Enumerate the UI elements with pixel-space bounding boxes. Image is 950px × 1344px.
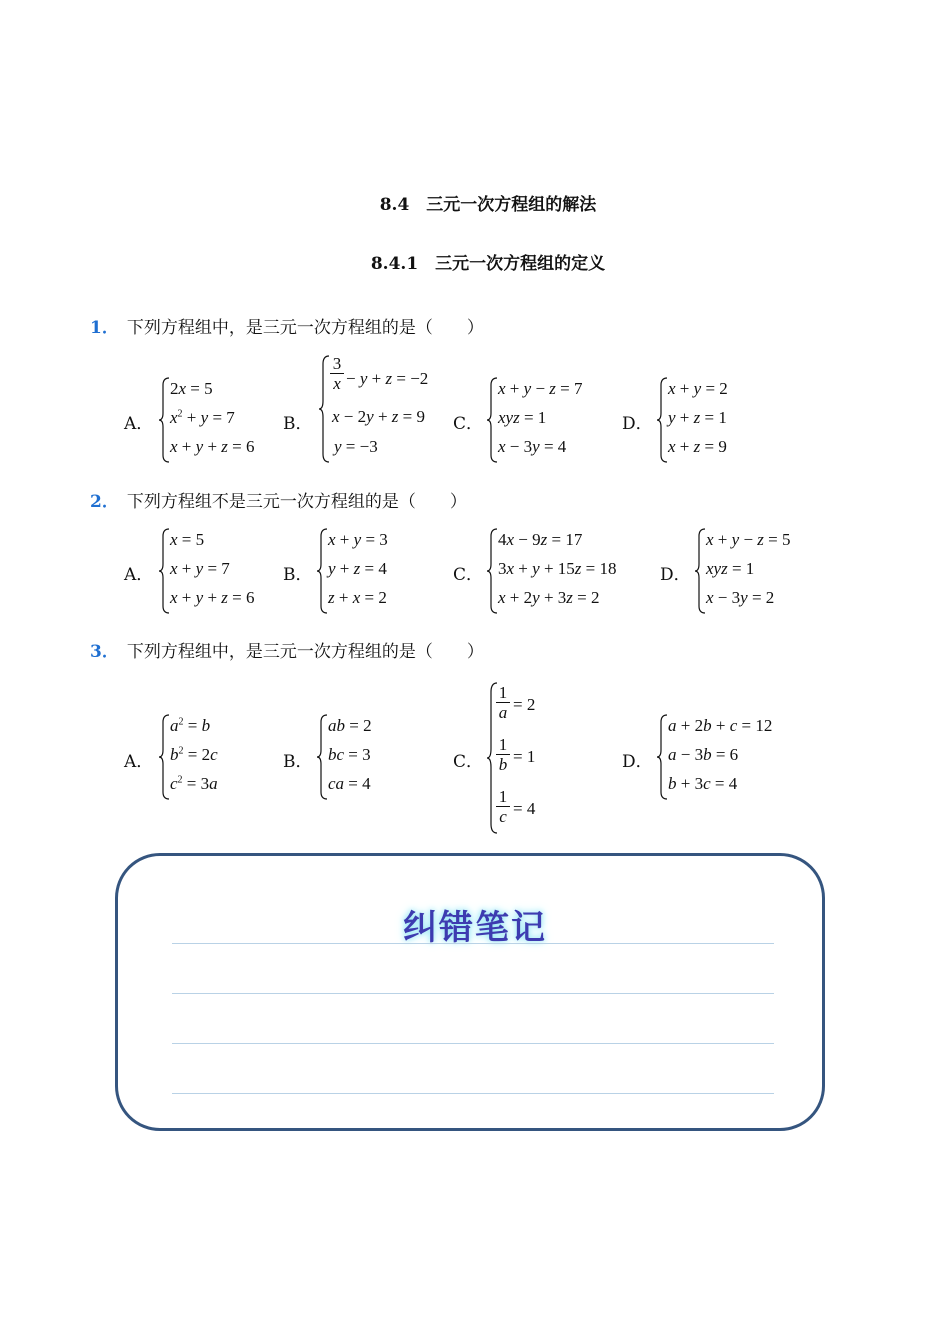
option-a-label: A． [124,414,154,434]
subsection-title: 8.4.1 三元一次方程组的定义 [370,254,606,274]
question-2 [90,487,467,512]
option-c-label: C． [453,414,484,434]
note-line [172,993,774,994]
left-brace-icon [158,714,170,800]
question-number: 2． [90,492,119,512]
option-c-label: C． [453,752,484,772]
equation-system-1d: x + y = 2 y + z = 1 x + z = 9 [656,377,756,463]
error-notes-box [115,853,825,1131]
equation-system-1b: 3 x − y + z = −2 x − 2y + z = 9 y = −3 [318,355,448,463]
option-c-label: C． [453,565,484,585]
equation-system-2b: x + y = 3 y + z = 4 z + x = 2 [316,528,416,614]
question-text: 下列方程组中，是三元一次方程组的是（ ） [126,642,484,662]
left-brace-icon [316,714,328,800]
equation-system-2c: 4x − 9z = 17 3x + y + 15z = 18 x + 2y + 3z = 2 [486,528,636,614]
left-brace-icon [656,714,668,800]
left-brace-icon [656,377,668,463]
note-line [172,1043,774,1044]
option-b-label: B． [283,752,313,772]
section-title: 8.4 三元一次方程组的解法 [379,195,597,215]
question-text: 下列方程组不是三元一次方程组的是（ ） [126,492,467,512]
question-1 [90,313,484,338]
equation-system-3c: 1 a = 2 1 b = 1 1 c = 4 [486,682,566,834]
left-brace-icon [486,377,498,463]
equation-system-1a: 2x = 5 $x^2 + y = 7$ x + y + z = 6 [158,377,278,463]
question-number: 3． [90,642,119,662]
error-notes-title: 纠错笔记 [403,908,547,948]
left-brace-icon [486,528,498,614]
option-a-label: A． [124,565,154,585]
equation-system-2d: x + y − z = 5 xyz = 1 x − 3y = 2 [694,528,814,614]
option-d-label: D． [660,565,691,585]
equation-system-1c: x + y − z = 7 xyz = 1 x − 3y = 4 [486,377,606,463]
equation-system-3a: $a^2 = b$ $b^2 = 2c$ $c^2 = 3a$ [158,714,258,800]
equation-system-3d: a + 2b + c = 12 a − 3b = 6 b + 3c = 4 [656,714,786,800]
option-b-label: B． [283,565,313,585]
option-d-label: D． [622,752,653,772]
left-brace-icon [694,528,706,614]
left-brace-icon [158,377,170,463]
equation-system-2a: x = 5 x + y = 7 x + y + z = 6 [158,528,278,614]
question-number: 1． [90,318,119,338]
question-text: 下列方程组中，是三元一次方程组的是（ ） [126,318,484,338]
equation-system-3b: ab = 2 bc = 3 ca = 4 [316,714,416,800]
left-brace-icon [158,528,170,614]
option-d-label: D． [622,414,653,434]
option-b-label: B． [283,414,313,434]
note-line [172,943,774,944]
left-brace-icon [318,355,330,463]
note-line [172,1093,774,1094]
left-brace-icon [316,528,328,614]
question-3 [90,637,484,662]
option-a-label: A． [124,752,154,772]
